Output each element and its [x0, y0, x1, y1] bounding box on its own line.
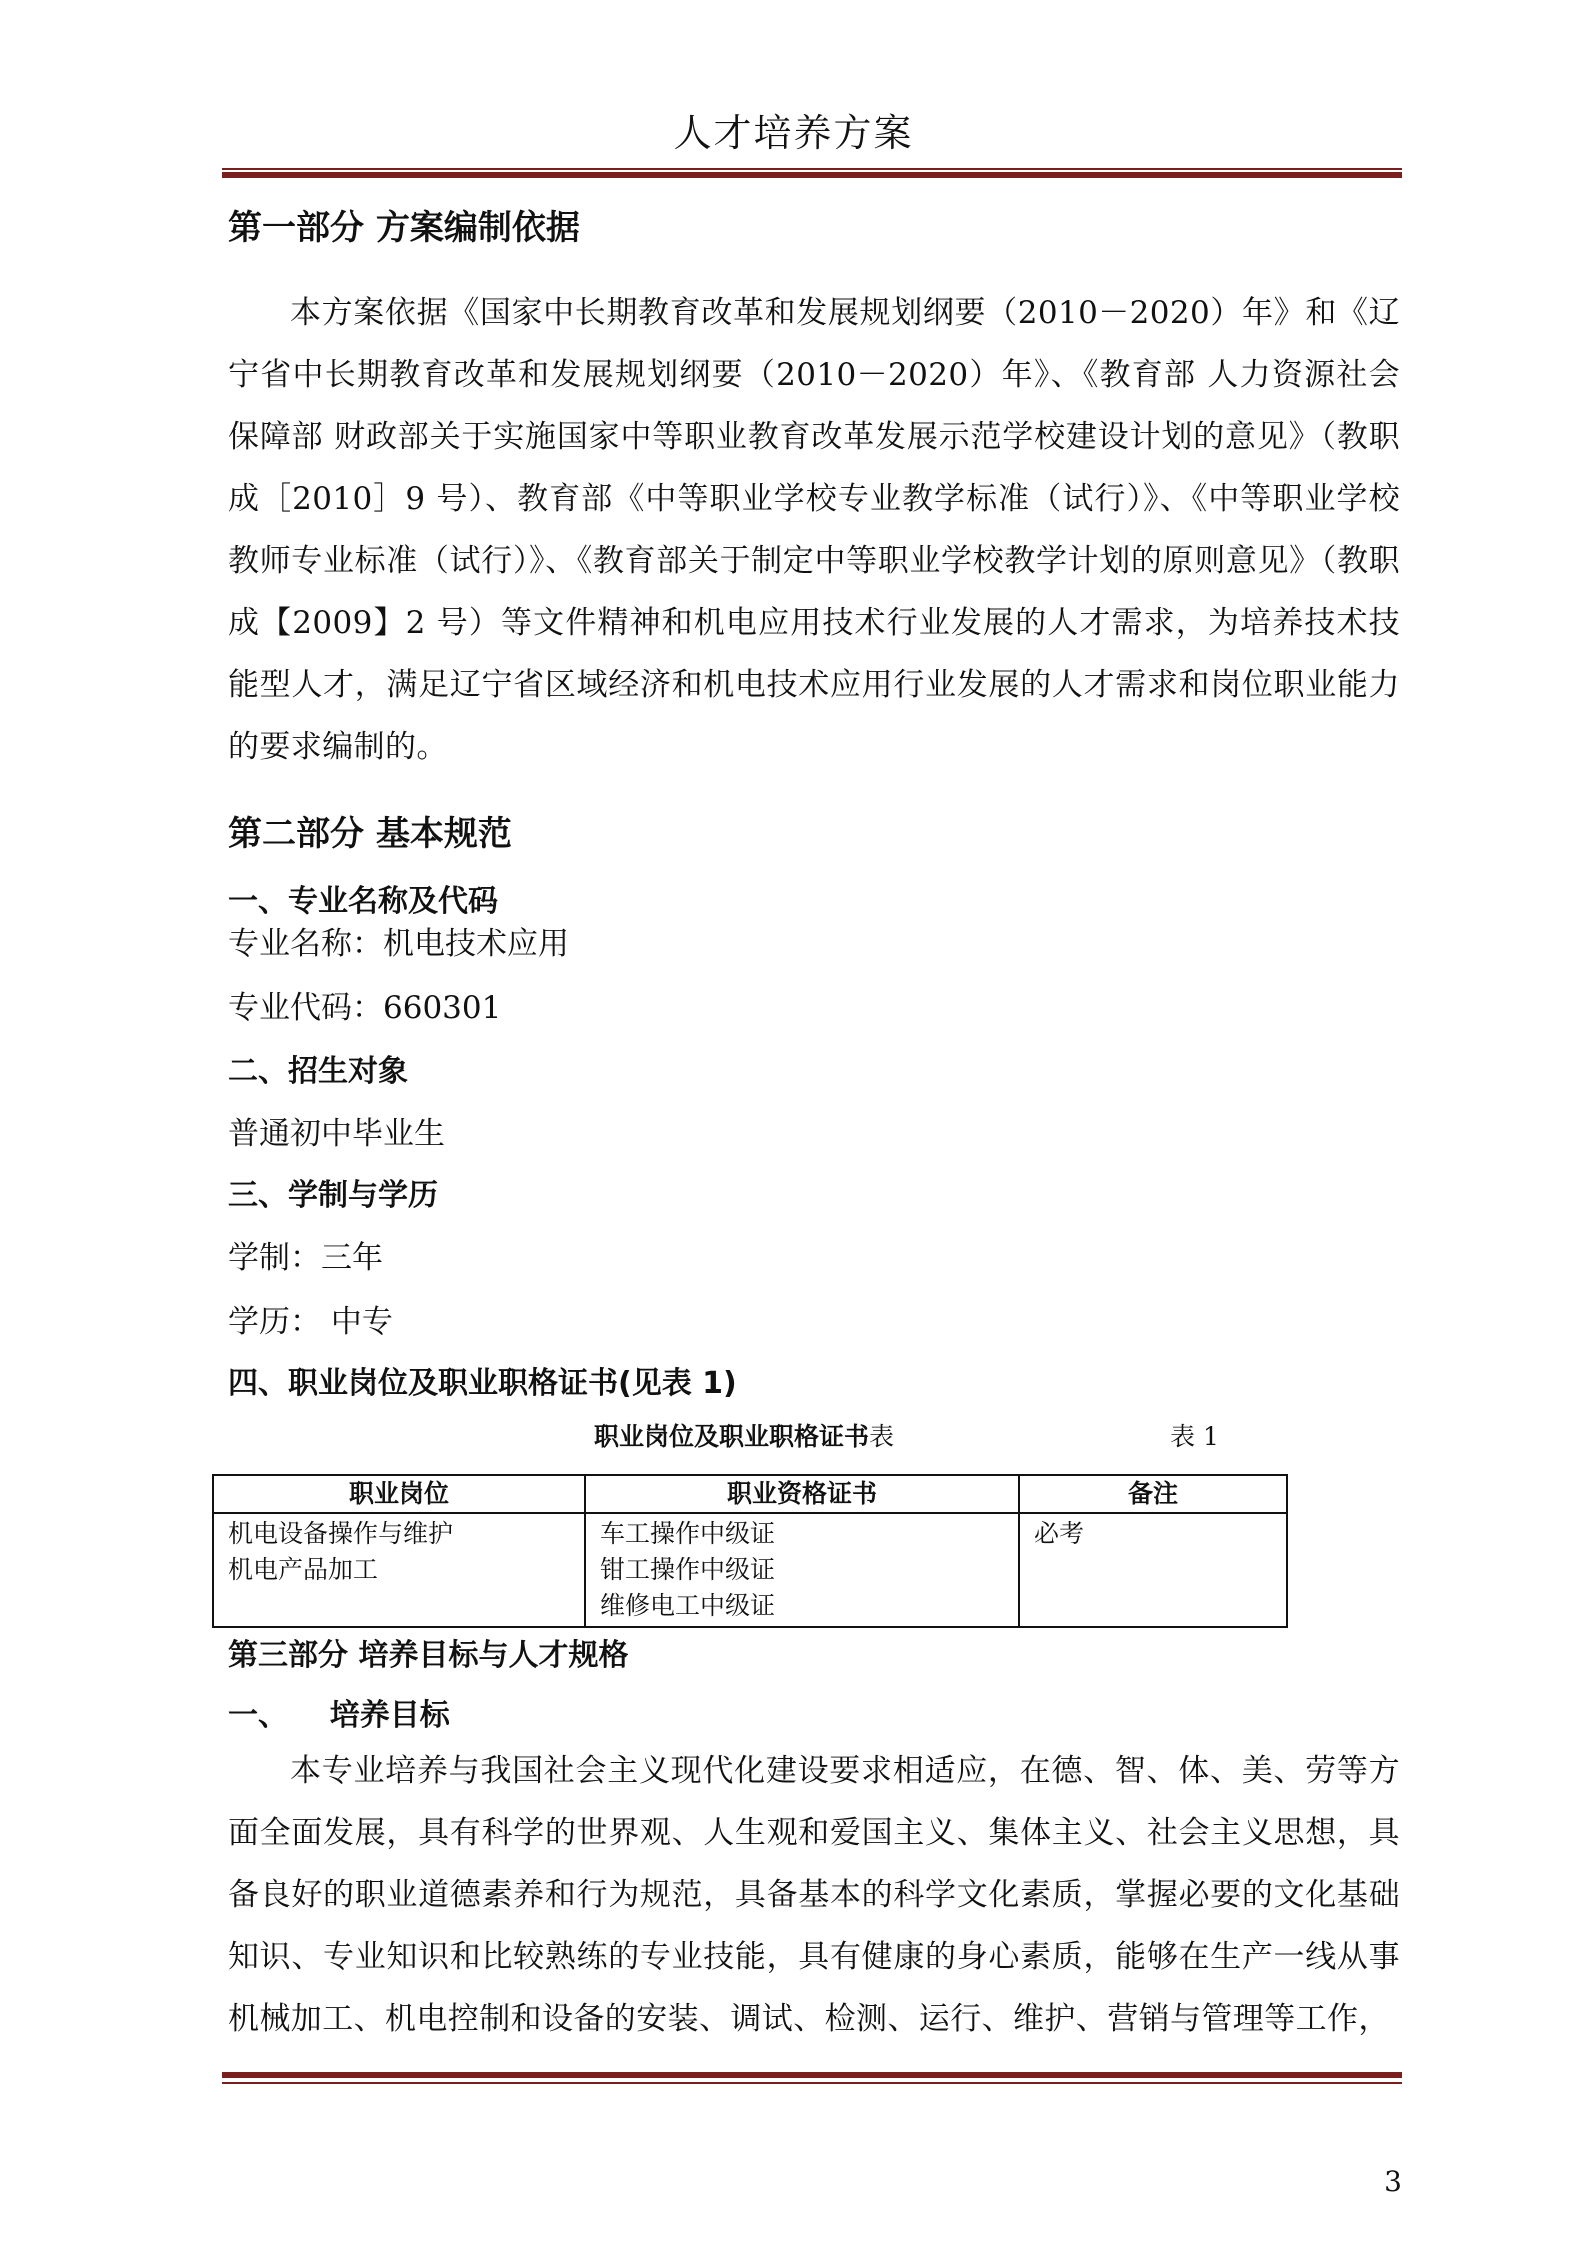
major-name: 专业名称：机电技术应用	[228, 926, 569, 962]
part1-paragraph: 本方案依据《国家中长期教育改革和发展规划纲要（2010－2020）年》和《辽宁省中长期教育改革和发展规划纲要（2010－2020）年》、《教育部 人力资源社会保障部 财政部关于实施国家中等职业教育改革发展示范学校建设计划的意见》（教职成［2010］9 号）、教育部《中等职业学校专业教学标准（试行）》、《中等职业学校教师专业标准（试行）》、《教育部关于制定中等职业学校教学计划的原则意见》（教职成【2009】2 号）等文件精神和机电应用技术行业发展的人才需求，为培养技术技能型人才，满足辽宁省区域经济和机电技术应用行业发展的人才需求和岗位职业能力的要求编制的。	[228, 295, 1400, 765]
header-certificate: 职业资格证书	[585, 1475, 1019, 1513]
part2-heading: 第二部分 基本规范	[228, 814, 512, 854]
cell-positions	[213, 1513, 585, 1627]
section-enrollment-heading: 二、招生对象	[228, 1054, 408, 1089]
certificate-item: 钳工操作中级证	[600, 1555, 776, 1584]
cell-certificates	[585, 1513, 1019, 1627]
table-header-row	[213, 1475, 1287, 1513]
certificate-item: 维修电工中级证	[600, 1591, 776, 1620]
header-note: 备注	[1019, 1475, 1287, 1513]
section-goal-heading: 一、 培养目标	[228, 1698, 450, 1733]
header-rule-thick	[222, 172, 1402, 178]
section-major-heading: 一、专业名称及代码	[228, 884, 498, 919]
major-code: 专业代码：660301	[228, 990, 502, 1026]
certificate-item: 车工操作中级证	[600, 1519, 776, 1548]
study-duration: 学制：三年	[228, 1240, 383, 1276]
table1-caption-suffix: 表	[869, 1422, 895, 1451]
section-positions-heading: 四、职业岗位及职业职格证书(见表 1)	[228, 1366, 737, 1401]
part3-paragraph: 本专业培养与我国社会主义现代化建设要求相适应，在德、智、体、美、劳等方面全面发展，具有科学的世界观、人生观和爱国主义、集体主义、社会主义思想，具备良好的职业道德素养和行为规范，具备基本的科学文化素质，掌握必要的文化基础知识、专业知识和比较熟练的专业技能，具有健康的身心素质，能够在生产一线从事机械加工、机电控制和设备的安装、调试、检测、运行、维护、营销与管理等工作，	[228, 1753, 1400, 2037]
position-item: 机电产品加工	[228, 1555, 379, 1584]
header-position: 职业岗位	[213, 1475, 585, 1513]
enrollment-target: 普通初中毕业生	[228, 1116, 445, 1152]
page-header-title: 人才培养方案	[673, 111, 914, 155]
certificate-table	[212, 1474, 1288, 1628]
table1-caption	[594, 1420, 894, 1454]
part1-heading: 第一部分 方案编制依据	[228, 208, 580, 248]
education-level: 学历： 中专	[228, 1304, 393, 1340]
footer-rule-thin	[222, 2082, 1402, 2084]
page-number: 3	[1384, 2165, 1402, 2198]
table1-number: 表 1	[1170, 1422, 1219, 1451]
table1-caption-title: 职业岗位及职业职格证书	[594, 1422, 870, 1451]
cell-note	[1019, 1513, 1287, 1627]
header-rule-thin	[222, 168, 1402, 170]
note-text: 必考	[1034, 1519, 1085, 1548]
part3-heading: 第三部分 培养目标与人才规格	[228, 1638, 629, 1673]
section-duration-heading: 三、学制与学历	[228, 1178, 438, 1213]
position-item: 机电设备操作与维护	[228, 1519, 454, 1548]
footer-rule-thick	[222, 2072, 1402, 2078]
table-row	[213, 1513, 1287, 1627]
